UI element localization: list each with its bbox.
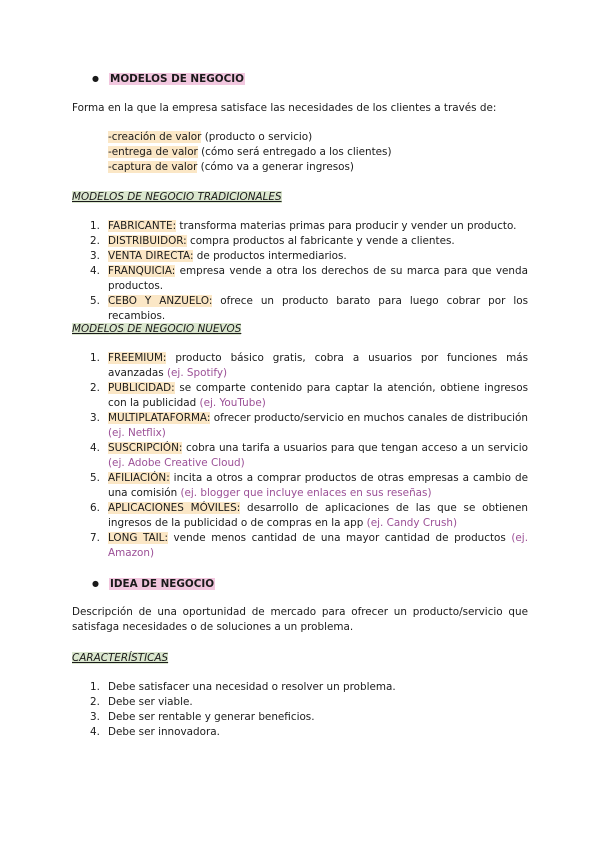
item-term: FRANQUICIA:: [108, 265, 176, 277]
item-number: 1.: [90, 681, 100, 693]
list-item: [72, 219, 528, 234]
heading-label: MODELOS DE NEGOCIO: [110, 73, 244, 85]
item-term: VENTA DIRECTA:: [108, 250, 194, 262]
item-number: 1.: [90, 352, 100, 364]
list-item: [72, 710, 528, 725]
subheading-label: MODELOS DE NEGOCIO NUEVOS: [72, 323, 242, 335]
item-number: 3.: [90, 412, 100, 424]
item-number: 5.: [90, 472, 100, 484]
item-number: 4.: [90, 442, 100, 454]
value-item: [108, 130, 392, 145]
item-number: 1.: [90, 220, 100, 232]
subheading-label: CARACTERÍSTICAS: [72, 652, 169, 664]
list-item: [72, 249, 528, 264]
item-term: APLICACIONES MÓVILES:: [108, 502, 241, 514]
subheading-nuevos: [72, 322, 241, 337]
list-item: [72, 294, 528, 324]
value-term: -entrega de valor: [108, 146, 198, 158]
bullet-icon: ●: [92, 74, 99, 83]
item-number: 2.: [90, 382, 100, 394]
value-item: [108, 160, 392, 175]
item-text: incita a otros a comprar productos de otras empresas a cambio de una comisión: [108, 472, 528, 499]
item-term: DISTRIBUIDOR:: [108, 235, 187, 247]
intro-paragraph: Forma en la que la empresa satisface las necesidades de los clientes a través de:: [72, 102, 497, 114]
item-number: 3.: [90, 711, 100, 723]
list-item: [72, 351, 528, 381]
item-text: cobra una tarifa a usuarios para que tengan acceso a un servicio: [182, 442, 528, 454]
item-text: compra productos al fabricante y vende a clientes.: [186, 235, 455, 247]
list-item: [72, 725, 528, 740]
list-item: [72, 531, 528, 561]
list-item: [72, 411, 528, 441]
item-number: 4.: [90, 726, 100, 738]
item-term: AFILIACIÓN:: [108, 472, 170, 484]
item-text: Debe ser rentable y generar beneficios.: [108, 711, 315, 723]
list-item: [72, 695, 528, 710]
bullet-icon: ●: [92, 579, 99, 588]
characteristics-list: [72, 680, 528, 740]
item-text: producto básico gratis, cobra a usuarios por funciones más avanzadas: [108, 352, 528, 379]
item-example: (ej. Adobe Creative Cloud): [108, 457, 245, 469]
item-text: Debe ser innovadora.: [108, 726, 220, 738]
item-term: FABRICANTE:: [108, 220, 177, 232]
section-heading-modelos: [92, 71, 245, 87]
item-text: empresa vende a otra los derechos de su marca para que venda productos.: [108, 265, 528, 292]
section-heading-idea: [92, 576, 215, 592]
item-number: 5.: [90, 295, 100, 307]
value-term: -captura de valor: [108, 161, 198, 173]
item-example: (ej. Amazon): [108, 532, 528, 559]
item-number: 2.: [90, 696, 100, 708]
item-example: (ej. YouTube): [199, 397, 266, 409]
list-item: [72, 234, 528, 249]
new-models-list: [72, 351, 528, 561]
item-text: Debe satisfacer una necesidad o resolver un problema.: [108, 681, 396, 693]
item-term: CEBO Y ANZUELO:: [108, 295, 213, 307]
item-term: LONG TAIL:: [108, 532, 168, 544]
item-text: desarrollo de aplicaciones de las que se obtienen ingresos de la publicidad o de compras en la app: [108, 502, 528, 529]
subheading-label: MODELOS DE NEGOCIO TRADICIONALES: [72, 191, 282, 203]
list-item: [72, 381, 528, 411]
item-text: vende menos cantidad de una mayor cantidad de productos: [167, 532, 512, 544]
list-item: [72, 501, 528, 531]
item-text: ofrece un producto barato para luego cobrar por los recambios.: [108, 295, 529, 322]
item-term: MULTIPLATAFORMA:: [108, 412, 211, 424]
item-term: FREEMIUM:: [108, 352, 167, 364]
value-text: (producto o servicio): [201, 131, 313, 143]
item-number: 7.: [90, 532, 100, 544]
value-item: [108, 145, 392, 160]
item-text: se comparte contenido para captar la atención, obtiene ingresos con la publicidad: [108, 382, 528, 409]
item-text: ofrecer producto/servicio en muchos canales de distribución: [210, 412, 528, 424]
value-text: (cómo va a generar ingresos): [197, 161, 354, 173]
value-sublist: [108, 130, 392, 175]
item-number: 2.: [90, 235, 100, 247]
idea-description: Descripción de una oportunidad de mercado para ofrecer un producto/servicio que satisfaga necesidades o de soluciones a un problema.: [72, 606, 528, 633]
subheading-caracteristicas: [72, 651, 168, 666]
item-text: transforma materias primas para producir y vender un producto.: [176, 220, 517, 232]
value-text: (cómo será entregado a los clientes): [197, 146, 392, 158]
item-example: (ej. Netflix): [108, 427, 166, 439]
item-text: Debe ser viable.: [108, 696, 193, 708]
item-number: 6.: [90, 502, 100, 514]
item-term: PUBLICIDAD:: [108, 382, 175, 394]
list-item: [72, 264, 528, 294]
item-example: (ej. blogger que incluye enlaces en sus reseñas): [180, 487, 432, 499]
traditional-models-list: [72, 219, 528, 324]
value-term: -creación de valor: [108, 131, 202, 143]
item-example: (ej. Candy Crush): [366, 517, 458, 529]
subheading-tradicionales: [72, 190, 282, 205]
heading-label: IDEA DE NEGOCIO: [110, 578, 215, 590]
item-example: (ej. Spotify): [166, 367, 228, 379]
list-item: [72, 441, 528, 471]
item-number: 4.: [90, 265, 100, 277]
list-item: [72, 680, 528, 695]
item-text: de productos intermediarios.: [193, 250, 347, 262]
list-item: [72, 471, 528, 501]
item-term: SUSCRIPCIÓN:: [108, 442, 183, 454]
item-number: 3.: [90, 250, 100, 262]
